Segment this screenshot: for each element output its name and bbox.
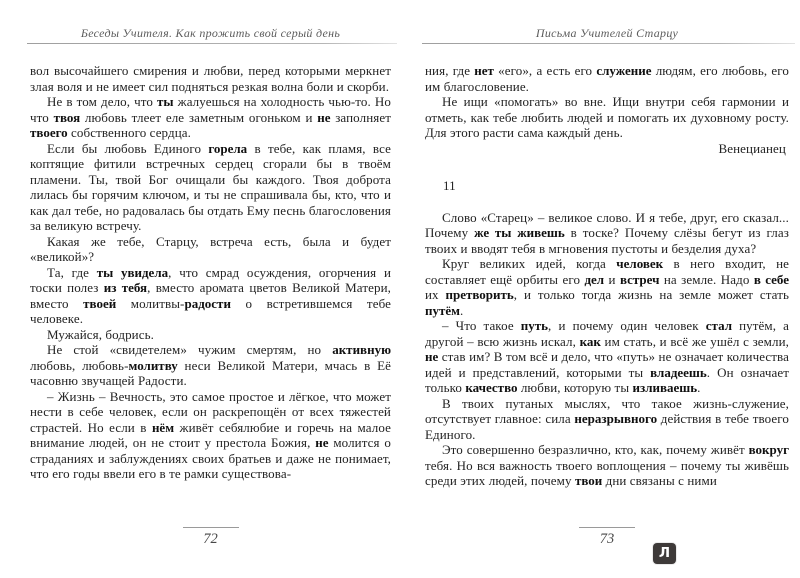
paragraph: Какая же тебе, Старцу, встреча есть, была и будет «великой»? <box>30 233 391 264</box>
right-header-rule <box>422 43 795 44</box>
paragraph: Круг великих идей, когда человек в него входит, не составляет ещё орбиты его дел и встреч на земле. Надо в себе их претворить, и только тогда жизнь на земле может стать путём. <box>425 256 790 318</box>
paragraph: Та, где ты увидела, что смрад осуждения, огорчения и тоски полез из тебя, вместо аромата цветов Великой Матери, вместо твоей молитвы-радости о встретившемся тебе человеке. <box>30 264 392 326</box>
paragraph: Если бы любовь Единого горела в тебе, как пламя, все коптящие фитили встречных сердец сгорали бы в твоём пламени. Ты, твой Бог очищали бы каждого. Твоя доброта лилась бы горячим ключом, и ты не спрашивала бы, кто, что и как дал тебе, но радовалась бы отдать Ему песнь благословения за великую встречу. <box>30 140 391 233</box>
right-running-head: Письма Учителей Старцу <box>535 26 679 40</box>
left-footer-rule <box>183 527 239 528</box>
right-page <box>425 26 789 489</box>
right-footer-rule <box>579 527 635 528</box>
paragraph: Это совершенно безразлично, кто, как, почему живёт вокруг тебя. Но вся важность твоего воплощения – почему ты живёшь среди этих людей, почему твои дни связаны с ними <box>425 442 789 488</box>
left-running-head: Беседы Учителя. Как прожить свой серый день <box>80 26 341 40</box>
paragraph: Не стой «свидетелем» чужим смертям, но активную любовь, любовь-молитву неси Великой Матери, мчась в Её часовню звучащей Радости. <box>30 342 391 388</box>
paragraph: – Что такое путь, и почему один человек стал путём, а другой – всю жизнь искал, как им стать, и всё же ушёл с земли, не став им? В том всё и дело, что «путь» не означает количества идей и представлений, которыми ты владеешь. Он означает только качество любви, которую ты изливаешь. <box>425 318 789 395</box>
left-header-rule <box>27 43 397 44</box>
labirint-watermark-badge <box>653 543 676 564</box>
paragraph: Не в том дело, что ты жалуешься на холодность чью-то. Но что твоя любовь тлеет еле заметным огоньком и не заполняет твоего собственного сердца. <box>30 94 391 140</box>
labirint-logo-letter: Л <box>658 544 671 561</box>
left-page <box>30 26 391 482</box>
right-page-number: 73 <box>599 531 615 547</box>
right-page-footer <box>425 527 789 548</box>
paragraph: вол высочайшего смирения и любви, перед которыми меркнет злая воля и не имеет сил подняться резкая волна боли и скорби. <box>30 63 391 94</box>
paragraph: ния, где нет «его», а есть его служение людям, его любовь, его им благословение. <box>425 63 789 94</box>
paragraph: – Жизнь – Вечность, это самое простое и лёгкое, что может нести в себе человек, если он раскрепощён от всех тяжестей страстей. Но если в нём живёт себялюбие и горечь на малое внимание людей, он не стоит у престола Божия, не молится о страданиях и заблуждениях своих братьев и даже не понимает, что его годы ввели его в те рамки существова- <box>30 388 392 481</box>
left-page-body <box>30 63 391 482</box>
letter-signature: Венецианец <box>718 140 786 156</box>
paragraph: Слово «Старец» – великое слово. И я тебе, друг, его сказал... Почему же ты живешь в тоске? Почему слёзы бегут из глаз твоих и вводят тебя в мгновения пустоты и безделия духа? <box>425 209 789 256</box>
section-number: 11 <box>443 178 456 193</box>
paragraph: Мужайся, бодрись. <box>47 326 154 342</box>
paragraph: Не ищи «помогать» во вне. Ищи внутри себя гармонии и отметь, как тебе любить людей и помогать их духовному росту. Для этого расти сама каждый день. <box>425 94 789 140</box>
right-page-body <box>425 63 789 489</box>
paragraph: В твоих путаных мыслях, что такое жизнь-служение, отсутствует главное: сила неразрывного действия в тебе твоего Единого. <box>425 395 789 442</box>
left-page-number: 72 <box>203 531 218 547</box>
left-page-footer <box>30 527 391 548</box>
